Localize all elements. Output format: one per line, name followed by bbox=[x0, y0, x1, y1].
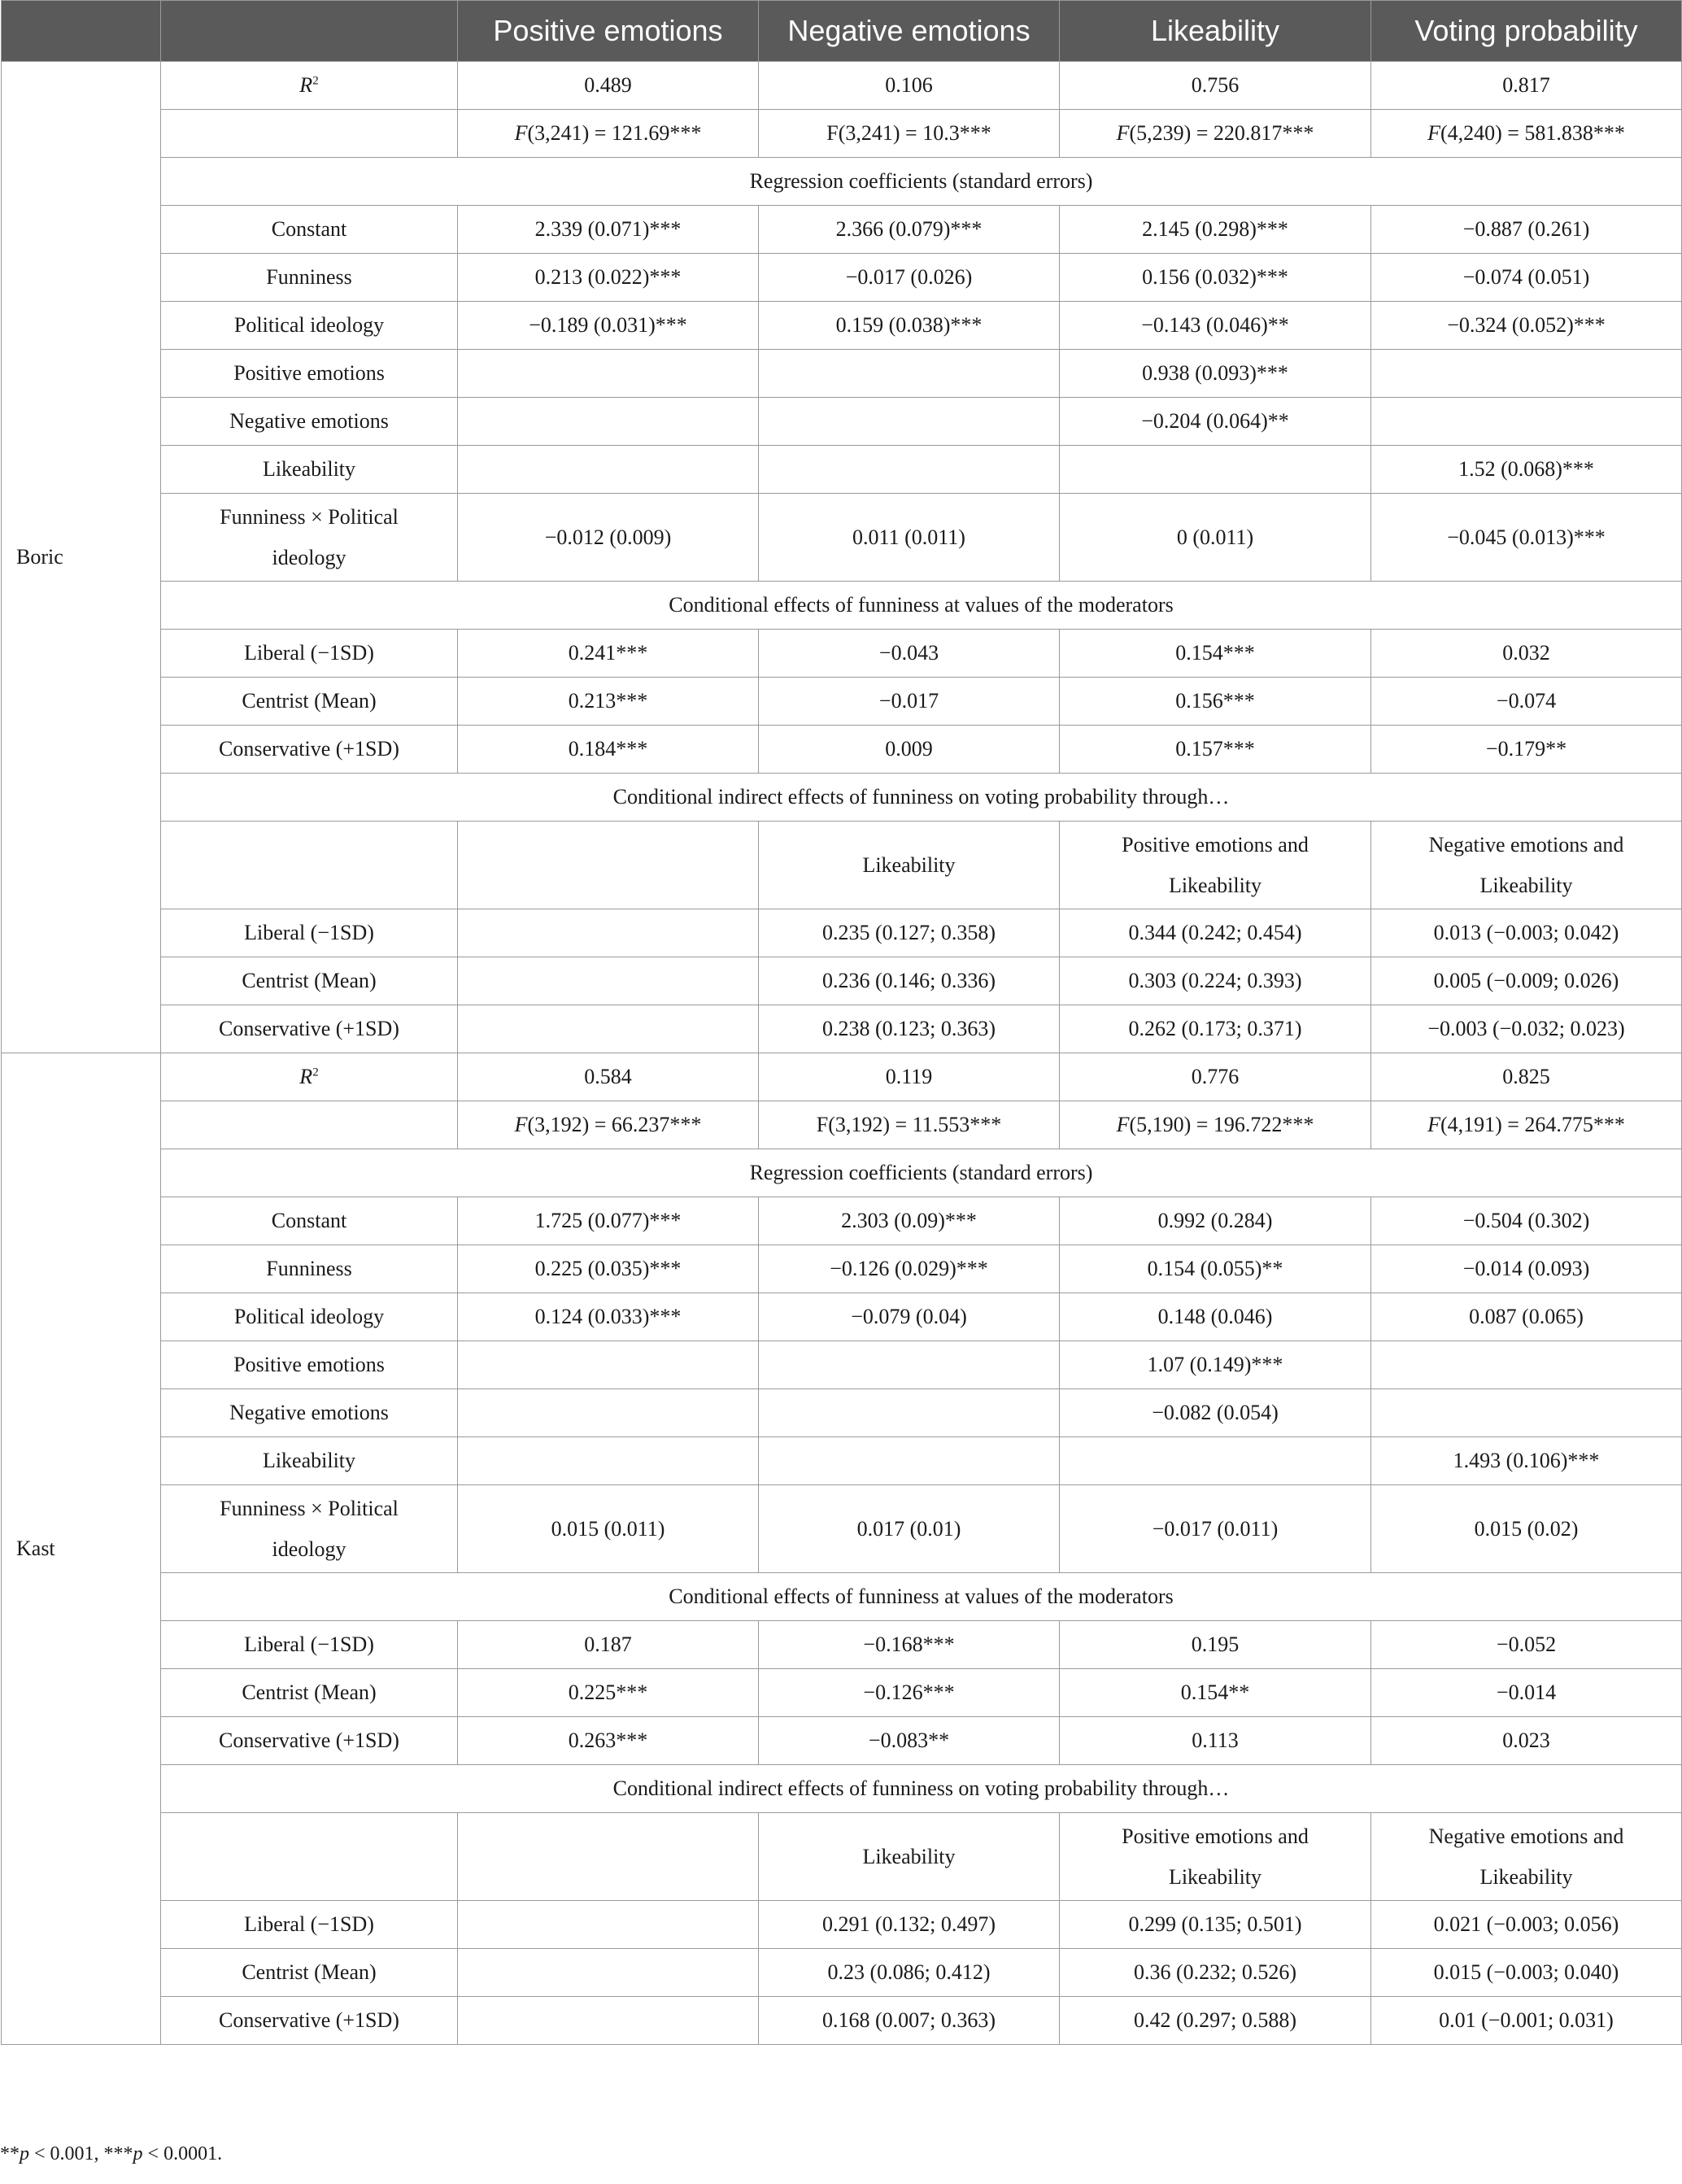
coef-cell bbox=[1060, 1437, 1371, 1485]
row-label: Positive emotions bbox=[161, 350, 458, 398]
coef-cell: 1.07 (0.149)*** bbox=[1060, 1341, 1371, 1389]
f-stat: F(3,192) = 66.237*** bbox=[458, 1101, 759, 1149]
coef-cell bbox=[458, 1341, 759, 1389]
effect-cell: 0.154*** bbox=[1060, 630, 1371, 678]
r2-value: 0.119 bbox=[759, 1053, 1060, 1101]
coef-cell: −0.887 (0.261) bbox=[1371, 206, 1682, 254]
effect-cell: −0.126*** bbox=[759, 1669, 1060, 1717]
r2-value: 0.106 bbox=[759, 62, 1060, 110]
f-label bbox=[161, 1101, 458, 1149]
row-label: Constant bbox=[161, 206, 458, 254]
coef-cell: −0.017 (0.026) bbox=[759, 254, 1060, 302]
effect-cell: 0.009 bbox=[759, 726, 1060, 774]
effect-cell: −0.083** bbox=[759, 1717, 1060, 1765]
effect-cell: 0.113 bbox=[1060, 1717, 1371, 1765]
table-row bbox=[2, 909, 1682, 957]
coef-cell: 0.225 (0.035)*** bbox=[458, 1245, 759, 1293]
header-likeability: Likeability bbox=[1060, 1, 1371, 62]
indirect-cell: 0.299 (0.135; 0.501) bbox=[1060, 1901, 1371, 1949]
table-row bbox=[2, 1765, 1682, 1813]
effect-cell: 0.213*** bbox=[458, 678, 759, 726]
coef-cell: 0.156 (0.032)*** bbox=[1060, 254, 1371, 302]
indirect-cell: 0.291 (0.132; 0.497) bbox=[759, 1901, 1060, 1949]
empty-cell bbox=[458, 1813, 759, 1901]
table-row bbox=[2, 1005, 1682, 1053]
coef-cell: 0.015 (0.011) bbox=[458, 1485, 759, 1573]
table-row bbox=[2, 1485, 1682, 1573]
table-row bbox=[2, 1245, 1682, 1293]
r2-value: 0.776 bbox=[1060, 1053, 1371, 1101]
coef-cell: 0.938 (0.093)*** bbox=[1060, 350, 1371, 398]
indirect-cell: 0.36 (0.232; 0.526) bbox=[1060, 1949, 1371, 1997]
row-label: Political ideology bbox=[161, 302, 458, 350]
row-label: Centrist (Mean) bbox=[161, 957, 458, 1005]
indirect-cell: 0.013 (−0.003; 0.042) bbox=[1371, 909, 1682, 957]
coef-cell bbox=[458, 398, 759, 446]
indirect-path-header: Positive emotions and Likeability bbox=[1060, 822, 1371, 909]
effect-cell: −0.017 bbox=[759, 678, 1060, 726]
section-title-regression: Regression coefficients (standard errors) bbox=[161, 1149, 1682, 1197]
coef-cell bbox=[759, 350, 1060, 398]
indirect-path-header: Likeability bbox=[759, 822, 1060, 909]
coef-cell: 0.213 (0.022)*** bbox=[458, 254, 759, 302]
coef-cell bbox=[458, 1437, 759, 1485]
row-label: Likeability bbox=[161, 446, 458, 494]
indirect-cell: 0.015 (−0.003; 0.040) bbox=[1371, 1949, 1682, 1997]
coef-cell: 1.52 (0.068)*** bbox=[1371, 446, 1682, 494]
indirect-path-header: Negative emotions and Likeability bbox=[1371, 822, 1682, 909]
header-cell bbox=[161, 1, 458, 62]
footnote: **p < 0.001, ***p < 0.0001. bbox=[0, 2143, 223, 2164]
coef-cell bbox=[1371, 1389, 1682, 1437]
effect-cell: 0.184*** bbox=[458, 726, 759, 774]
coef-cell bbox=[1371, 1341, 1682, 1389]
effect-cell: 0.263*** bbox=[458, 1717, 759, 1765]
table-body bbox=[2, 62, 1682, 2045]
table-row bbox=[2, 1341, 1682, 1389]
coef-cell bbox=[1060, 446, 1371, 494]
table-row bbox=[2, 1949, 1682, 1997]
empty-cell bbox=[161, 1813, 458, 1901]
indirect-cell: 0.303 (0.224; 0.393) bbox=[1060, 957, 1371, 1005]
table-row bbox=[2, 494, 1682, 582]
group-label-boric: Boric bbox=[2, 62, 161, 1053]
indirect-cell: 0.005 (−0.009; 0.026) bbox=[1371, 957, 1682, 1005]
r2-label: $R^2$ bbox=[161, 1053, 458, 1101]
coef-cell bbox=[759, 1341, 1060, 1389]
row-label: Liberal (−1SD) bbox=[161, 630, 458, 678]
row-label: Constant bbox=[161, 1197, 458, 1245]
row-label: Funniness bbox=[161, 1245, 458, 1293]
row-label: Centrist (Mean) bbox=[161, 678, 458, 726]
coef-cell: 0.017 (0.01) bbox=[759, 1485, 1060, 1573]
coef-cell: −0.017 (0.011) bbox=[1060, 1485, 1371, 1573]
section-title-indirect: Conditional indirect effects of funniness on voting probability through… bbox=[161, 774, 1682, 822]
row-label-interaction: Funniness × Political ideology bbox=[161, 494, 458, 582]
table-row bbox=[2, 957, 1682, 1005]
coef-cell: −0.082 (0.054) bbox=[1060, 1389, 1371, 1437]
coef-cell: 2.303 (0.09)*** bbox=[759, 1197, 1060, 1245]
f-stat: F(4,191) = 264.775*** bbox=[1371, 1101, 1682, 1149]
indirect-cell: 0.235 (0.127; 0.358) bbox=[759, 909, 1060, 957]
coef-cell: 0.087 (0.065) bbox=[1371, 1293, 1682, 1341]
coef-cell: −0.189 (0.031)*** bbox=[458, 302, 759, 350]
coef-cell: −0.045 (0.013)*** bbox=[1371, 494, 1682, 582]
f-label bbox=[161, 110, 458, 158]
row-label: Conservative (+1SD) bbox=[161, 1717, 458, 1765]
coef-cell: −0.012 (0.009) bbox=[458, 494, 759, 582]
row-label: Negative emotions bbox=[161, 398, 458, 446]
coef-cell bbox=[759, 1389, 1060, 1437]
coef-cell: −0.074 (0.051) bbox=[1371, 254, 1682, 302]
effect-cell: 0.157*** bbox=[1060, 726, 1371, 774]
coef-cell: −0.204 (0.064)** bbox=[1060, 398, 1371, 446]
table-row bbox=[2, 350, 1682, 398]
coef-cell: 0.154 (0.055)** bbox=[1060, 1245, 1371, 1293]
coef-cell: 1.493 (0.106)*** bbox=[1371, 1437, 1682, 1485]
r2-value: 0.825 bbox=[1371, 1053, 1682, 1101]
indirect-cell: 0.344 (0.242; 0.454) bbox=[1060, 909, 1371, 957]
regression-table bbox=[1, 0, 1682, 2045]
row-label: Funniness bbox=[161, 254, 458, 302]
indirect-cell: 0.168 (0.007; 0.363) bbox=[759, 1997, 1060, 2045]
coef-cell: −0.126 (0.029)*** bbox=[759, 1245, 1060, 1293]
effect-cell: 0.187 bbox=[458, 1621, 759, 1669]
table-row bbox=[2, 630, 1682, 678]
r2-value: 0.817 bbox=[1371, 62, 1682, 110]
header-cell bbox=[2, 1, 161, 62]
empty-cell bbox=[458, 1949, 759, 1997]
table-row bbox=[2, 206, 1682, 254]
coef-cell bbox=[759, 1437, 1060, 1485]
row-label-interaction: Funniness × Political ideology bbox=[161, 1485, 458, 1573]
table-row bbox=[2, 1293, 1682, 1341]
indirect-cell: −0.003 (−0.032; 0.023) bbox=[1371, 1005, 1682, 1053]
coef-cell: −0.014 (0.093) bbox=[1371, 1245, 1682, 1293]
indirect-path-header: Positive emotions and Likeability bbox=[1060, 1813, 1371, 1901]
table-row bbox=[2, 1997, 1682, 2045]
f-stat: F(5,239) = 220.817*** bbox=[1060, 110, 1371, 158]
table-row bbox=[2, 582, 1682, 630]
row-label: Negative emotions bbox=[161, 1389, 458, 1437]
coef-cell: −0.504 (0.302) bbox=[1371, 1197, 1682, 1245]
empty-cell bbox=[458, 909, 759, 957]
indirect-path-header: Likeability bbox=[759, 1813, 1060, 1901]
section-title-conditional: Conditional effects of funniness at values of the moderators bbox=[161, 1573, 1682, 1621]
r2-value: 0.584 bbox=[458, 1053, 759, 1101]
effect-cell: 0.156*** bbox=[1060, 678, 1371, 726]
coef-cell bbox=[458, 350, 759, 398]
row-label: Centrist (Mean) bbox=[161, 1669, 458, 1717]
effect-cell: −0.052 bbox=[1371, 1621, 1682, 1669]
row-label: Positive emotions bbox=[161, 1341, 458, 1389]
section-title-indirect: Conditional indirect effects of funniness on voting probability through… bbox=[161, 1765, 1682, 1813]
coef-cell: 0.159 (0.038)*** bbox=[759, 302, 1060, 350]
effect-cell: 0.225*** bbox=[458, 1669, 759, 1717]
r2-value: 0.756 bbox=[1060, 62, 1371, 110]
section-title-regression: Regression coefficients (standard errors) bbox=[161, 158, 1682, 206]
coef-cell bbox=[1371, 350, 1682, 398]
coef-cell bbox=[759, 446, 1060, 494]
row-label: Liberal (−1SD) bbox=[161, 909, 458, 957]
empty-cell bbox=[458, 957, 759, 1005]
row-label: Centrist (Mean) bbox=[161, 1949, 458, 1997]
indirect-cell: 0.021 (−0.003; 0.056) bbox=[1371, 1901, 1682, 1949]
coef-cell: 2.366 (0.079)*** bbox=[759, 206, 1060, 254]
table-row bbox=[2, 1573, 1682, 1621]
header-row bbox=[2, 1, 1682, 62]
coef-cell: 0.015 (0.02) bbox=[1371, 1485, 1682, 1573]
section-title-conditional: Conditional effects of funniness at values of the moderators bbox=[161, 582, 1682, 630]
coef-cell: 2.339 (0.071)*** bbox=[458, 206, 759, 254]
f-stat: F(4,240) = 581.838*** bbox=[1371, 110, 1682, 158]
f-stat: F(3,192) = 11.553*** bbox=[759, 1101, 1060, 1149]
table-row bbox=[2, 1717, 1682, 1765]
row-label: Liberal (−1SD) bbox=[161, 1621, 458, 1669]
empty-cell bbox=[161, 822, 458, 909]
f-stat: F(3,241) = 121.69*** bbox=[458, 110, 759, 158]
indirect-cell: 0.238 (0.123; 0.363) bbox=[759, 1005, 1060, 1053]
table-row bbox=[2, 1669, 1682, 1717]
table-row bbox=[2, 774, 1682, 822]
coef-cell: 1.725 (0.077)*** bbox=[458, 1197, 759, 1245]
table-row bbox=[2, 446, 1682, 494]
coef-cell bbox=[759, 398, 1060, 446]
table-row bbox=[2, 1053, 1682, 1101]
coef-cell: 0.148 (0.046) bbox=[1060, 1293, 1371, 1341]
coef-cell: 0.992 (0.284) bbox=[1060, 1197, 1371, 1245]
row-label: Conservative (+1SD) bbox=[161, 1997, 458, 2045]
indirect-cell: 0.42 (0.297; 0.588) bbox=[1060, 1997, 1371, 2045]
coef-cell: 0.011 (0.011) bbox=[759, 494, 1060, 582]
table-row bbox=[2, 1197, 1682, 1245]
coef-cell bbox=[458, 1389, 759, 1437]
coef-cell: 0.124 (0.033)*** bbox=[458, 1293, 759, 1341]
table-row bbox=[2, 1621, 1682, 1669]
effect-cell: −0.179** bbox=[1371, 726, 1682, 774]
coef-cell bbox=[1371, 398, 1682, 446]
empty-cell bbox=[458, 1997, 759, 2045]
row-label: Conservative (+1SD) bbox=[161, 726, 458, 774]
table-row bbox=[2, 254, 1682, 302]
header-voting-probability: Voting probability bbox=[1371, 1, 1682, 62]
indirect-cell: 0.262 (0.173; 0.371) bbox=[1060, 1005, 1371, 1053]
effect-cell: 0.241*** bbox=[458, 630, 759, 678]
coef-cell: −0.324 (0.052)*** bbox=[1371, 302, 1682, 350]
table-row bbox=[2, 1437, 1682, 1485]
indirect-cell: 0.01 (−0.001; 0.031) bbox=[1371, 1997, 1682, 2045]
table-row bbox=[2, 62, 1682, 110]
row-label: Likeability bbox=[161, 1437, 458, 1485]
table-row bbox=[2, 1389, 1682, 1437]
effect-cell: −0.074 bbox=[1371, 678, 1682, 726]
effect-cell: 0.154** bbox=[1060, 1669, 1371, 1717]
row-label: Liberal (−1SD) bbox=[161, 1901, 458, 1949]
table-row bbox=[2, 1901, 1682, 1949]
effect-cell: −0.168*** bbox=[759, 1621, 1060, 1669]
effect-cell: 0.032 bbox=[1371, 630, 1682, 678]
r2-label: $R^2$ bbox=[161, 62, 458, 110]
empty-cell bbox=[458, 822, 759, 909]
coef-cell: 0 (0.011) bbox=[1060, 494, 1371, 582]
coef-cell: 2.145 (0.298)*** bbox=[1060, 206, 1371, 254]
empty-cell bbox=[458, 1005, 759, 1053]
table-row bbox=[2, 1149, 1682, 1197]
table-row bbox=[2, 678, 1682, 726]
table-row bbox=[2, 158, 1682, 206]
group-label-kast: Kast bbox=[2, 1053, 161, 2045]
indirect-cell: 0.23 (0.086; 0.412) bbox=[759, 1949, 1060, 1997]
header-negative-emotions: Negative emotions bbox=[759, 1, 1060, 62]
table-row bbox=[2, 726, 1682, 774]
empty-cell bbox=[458, 1901, 759, 1949]
table-row bbox=[2, 1813, 1682, 1901]
table-row bbox=[2, 110, 1682, 158]
effect-cell: −0.043 bbox=[759, 630, 1060, 678]
header-positive-emotions: Positive emotions bbox=[458, 1, 759, 62]
f-stat: F(5,190) = 196.722*** bbox=[1060, 1101, 1371, 1149]
coef-cell bbox=[458, 446, 759, 494]
coef-cell: −0.079 (0.04) bbox=[759, 1293, 1060, 1341]
indirect-cell: 0.236 (0.146; 0.336) bbox=[759, 957, 1060, 1005]
effect-cell: 0.195 bbox=[1060, 1621, 1371, 1669]
row-label: Conservative (+1SD) bbox=[161, 1005, 458, 1053]
effect-cell: 0.023 bbox=[1371, 1717, 1682, 1765]
f-stat: F(3,241) = 10.3*** bbox=[759, 110, 1060, 158]
coef-cell: −0.143 (0.046)** bbox=[1060, 302, 1371, 350]
indirect-path-header: Negative emotions and Likeability bbox=[1371, 1813, 1682, 1901]
r2-value: 0.489 bbox=[458, 62, 759, 110]
table-row bbox=[2, 302, 1682, 350]
effect-cell: −0.014 bbox=[1371, 1669, 1682, 1717]
table-row bbox=[2, 822, 1682, 909]
table-row bbox=[2, 398, 1682, 446]
row-label: Political ideology bbox=[161, 1293, 458, 1341]
table-row bbox=[2, 1101, 1682, 1149]
